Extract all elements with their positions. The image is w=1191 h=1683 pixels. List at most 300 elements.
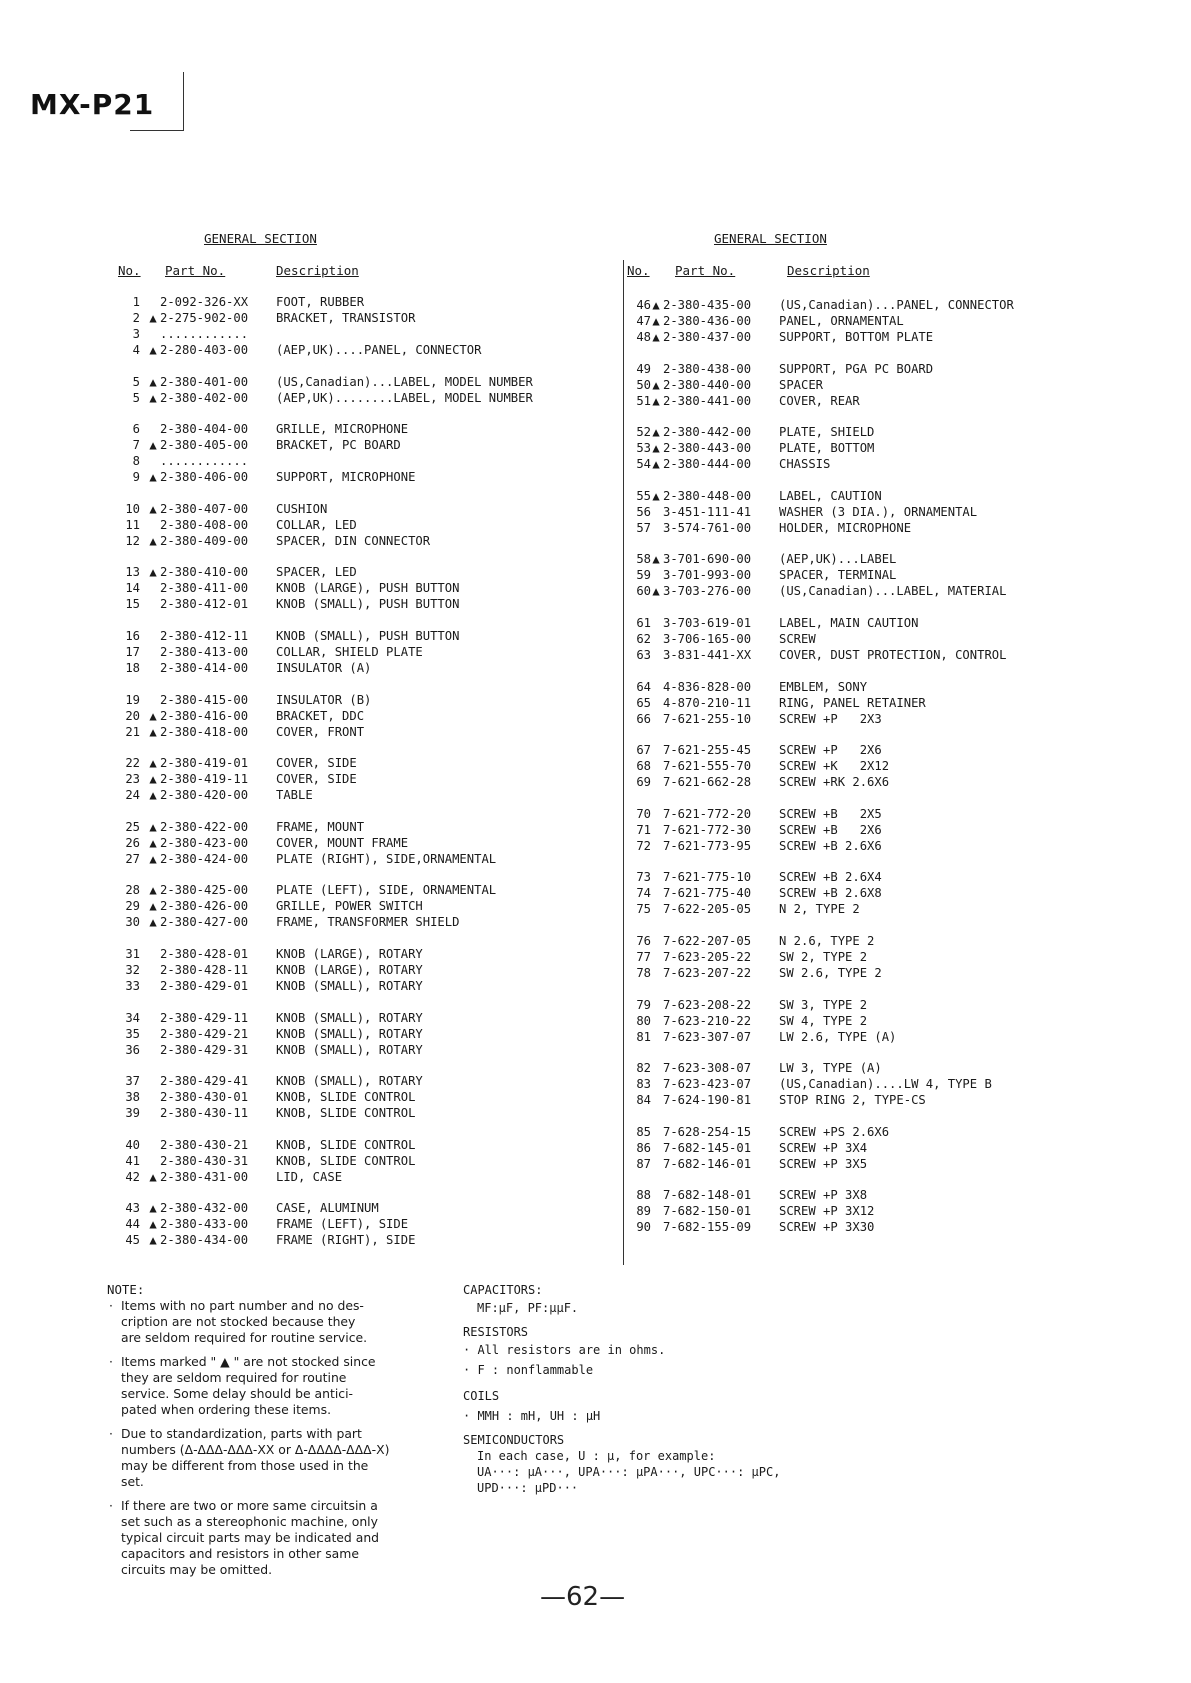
part-number: 2-380-444-00 — [663, 457, 752, 472]
not-stocked-mark: ▲ — [652, 441, 660, 456]
part-description: LABEL, CAUTION — [779, 488, 882, 503]
part-description: SUPPORT, MICROPHONE — [276, 470, 416, 485]
part-number: 3-574-761-00 — [663, 520, 752, 535]
part-number-index: 72 — [636, 838, 651, 853]
parts-row — [118, 755, 558, 771]
parts-row — [118, 978, 558, 994]
part-number-index: 13 — [125, 565, 140, 580]
parts-row — [629, 869, 1099, 885]
parts-row — [629, 838, 1099, 854]
part-description: SW 3, TYPE 2 — [779, 997, 868, 1012]
not-stocked-mark: ▲ — [149, 390, 157, 405]
parts-row — [629, 1203, 1099, 1219]
part-number: 2-380-418-00 — [160, 724, 249, 739]
part-number-index: 63 — [636, 647, 651, 662]
part-number: 2-380-420-00 — [160, 788, 249, 803]
part-number: 2-380-402-00 — [160, 390, 249, 405]
part-description: BRACKET, PC BOARD — [276, 438, 401, 453]
part-number: 7-623-423-07 — [663, 1077, 752, 1092]
parts-row — [629, 520, 1099, 536]
part-description: SCREW +B 2.6X4 — [779, 870, 882, 885]
part-number-index: 47 — [636, 314, 651, 328]
left-header-part: Part No. — [165, 263, 226, 278]
part-number-index: 78 — [636, 965, 651, 980]
not-stocked-mark: ▲ — [149, 343, 157, 357]
parts-row — [118, 628, 558, 644]
not-stocked-mark: ▲ — [149, 899, 157, 914]
parts-row — [629, 933, 1099, 949]
parts-row — [118, 914, 558, 930]
part-description: KNOB (SMALL), PUSH BUTTON — [276, 597, 460, 612]
part-number: 7-623-308-07 — [663, 1061, 752, 1076]
part-number-index: 23 — [125, 772, 140, 787]
part-number: ............ — [160, 454, 249, 469]
not-stocked-mark: ▲ — [149, 501, 157, 516]
part-description: SW 2, TYPE 2 — [779, 949, 868, 964]
parts-row — [629, 949, 1099, 965]
part-number: 7-682-150-01 — [663, 1204, 752, 1219]
part-number-index: 55 — [636, 488, 651, 503]
part-number-index: 68 — [636, 759, 651, 774]
resistors-title: RESISTORS — [463, 1325, 529, 1339]
part-number-index: 77 — [636, 949, 651, 964]
parts-row — [629, 695, 1099, 711]
parts-row — [629, 1013, 1099, 1029]
part-number: 2-380-448-00 — [663, 488, 752, 503]
header-rule-vertical — [183, 72, 184, 130]
part-number: 2-380-443-00 — [663, 441, 752, 456]
parts-row — [118, 596, 558, 612]
parts-row — [629, 885, 1099, 901]
part-description: N 2, TYPE 2 — [779, 902, 860, 917]
parts-row — [118, 1089, 558, 1105]
part-number-index: 31 — [125, 946, 140, 961]
part-description: (AEP,UK)...LABEL — [779, 552, 897, 567]
part-description: (US,Canadian)...LABEL, MATERIAL — [779, 584, 1007, 599]
not-stocked-mark: ▲ — [149, 851, 157, 866]
part-number-index: 84 — [636, 1093, 651, 1108]
parts-row — [118, 1232, 558, 1248]
parts-row — [629, 393, 1099, 409]
part-number-index: 82 — [636, 1061, 651, 1076]
part-number: 2-380-419-01 — [160, 756, 249, 771]
parts-row — [629, 742, 1099, 758]
part-number: 2-380-428-11 — [160, 962, 249, 977]
parts-row — [118, 1153, 558, 1169]
part-number-index: 75 — [636, 902, 651, 917]
parts-row — [118, 898, 558, 914]
part-number: 7-623-205-22 — [663, 949, 752, 964]
part-description: COLLAR, LED — [276, 517, 357, 532]
not-stocked-mark: ▲ — [149, 438, 157, 453]
not-stocked-mark: ▲ — [149, 724, 157, 739]
part-description: PLATE (RIGHT), SIDE,ORNAMENTAL — [276, 851, 497, 866]
part-description: SCREW +B 2X5 — [779, 806, 882, 821]
part-number-index: 11 — [125, 517, 140, 532]
parts-row — [118, 819, 558, 835]
part-number-index: 14 — [125, 581, 140, 596]
parts-row — [629, 615, 1099, 631]
part-number: 7-682-145-01 — [663, 1140, 752, 1155]
part-number-index: 61 — [636, 615, 651, 630]
part-number: 2-380-410-00 — [160, 565, 249, 580]
part-description: TABLE — [276, 788, 313, 803]
notes — [107, 1282, 452, 1586]
part-description: SCREW +P 2X6 — [779, 743, 882, 758]
not-stocked-mark: ▲ — [149, 565, 157, 580]
part-number: 2-380-432-00 — [160, 1201, 249, 1216]
part-description: (US,Canadian)....LW 4, TYPE B — [779, 1077, 992, 1092]
part-number-index: 3 — [132, 327, 140, 341]
parts-row — [629, 377, 1099, 393]
not-stocked-mark: ▲ — [149, 788, 157, 803]
part-number-index: 59 — [636, 568, 651, 583]
part-number-index: 7 — [132, 438, 140, 453]
not-stocked-mark: ▲ — [149, 470, 157, 485]
part-number: 2-380-429-01 — [160, 978, 249, 993]
part-number-index: 39 — [125, 1106, 140, 1121]
part-description: SCREW — [779, 631, 816, 646]
part-number-index: 60 — [636, 584, 651, 599]
part-number: 2-380-424-00 — [160, 851, 249, 866]
parts-row — [118, 1169, 558, 1185]
part-description: KNOB (LARGE), PUSH BUTTON — [276, 581, 460, 596]
part-number-index: 80 — [636, 1013, 651, 1028]
right-header-no: No. — [627, 263, 650, 278]
parts-row — [629, 711, 1099, 727]
parts-row — [629, 424, 1099, 440]
part-description: SCREW +RK 2.6X6 — [779, 775, 890, 790]
part-description: KNOB (SMALL), ROTARY — [276, 1042, 423, 1057]
part-number-index: 33 — [125, 978, 140, 993]
part-number-index: 53 — [636, 441, 651, 456]
part-number: 7-621-255-10 — [663, 711, 752, 726]
not-stocked-mark: ▲ — [652, 425, 660, 440]
part-description: SW 2.6, TYPE 2 — [779, 965, 882, 980]
part-number: 2-380-430-01 — [160, 1090, 249, 1105]
part-number-index: 25 — [125, 819, 140, 834]
part-number-index: 89 — [636, 1204, 651, 1219]
parts-row — [629, 822, 1099, 838]
part-description: SPACER, TERMINAL — [779, 568, 897, 583]
part-number-index: 4 — [132, 343, 140, 357]
part-description: GRILLE, MICROPHONE — [276, 422, 409, 437]
part-number: 7-621-255-45 — [663, 743, 752, 758]
part-number-index: 69 — [636, 775, 651, 790]
coils-title: COILS — [463, 1389, 500, 1403]
parts-row — [118, 1073, 558, 1089]
part-number-index: 64 — [636, 679, 651, 694]
parts-row — [118, 421, 558, 437]
part-number-index: 30 — [125, 915, 140, 930]
note-item: · Items with no part number and no des- cription are not stocked because they are seldom required for routine service. — [107, 1298, 452, 1346]
part-number: 2-380-415-00 — [160, 692, 249, 707]
parts-row — [629, 774, 1099, 790]
part-number-index: 1 — [132, 295, 140, 309]
part-description: COVER, SIDE — [276, 772, 357, 787]
part-description: PLATE, BOTTOM — [779, 441, 875, 456]
part-number-index: 46 — [636, 298, 651, 312]
parts-row — [629, 313, 1099, 329]
parts-row — [118, 787, 558, 803]
part-description: KNOB (SMALL), PUSH BUTTON — [276, 628, 460, 643]
part-description: KNOB, SLIDE CONTROL — [276, 1090, 416, 1105]
parts-row — [629, 965, 1099, 981]
part-number: 7-624-190-81 — [663, 1093, 752, 1108]
part-description: LID, CASE — [276, 1169, 343, 1184]
part-number: 7-622-205-05 — [663, 902, 752, 917]
parts-row — [629, 1124, 1099, 1140]
part-number-index: 16 — [125, 628, 140, 643]
part-description: SCREW +P 2X3 — [779, 711, 882, 726]
part-description: SCREW +K 2X12 — [779, 759, 890, 774]
parts-row — [629, 361, 1099, 377]
parts-row — [118, 326, 558, 342]
parts-row — [118, 517, 558, 533]
not-stocked-mark: ▲ — [149, 533, 157, 548]
part-description: SCREW +B 2X6 — [779, 822, 882, 837]
part-number-index: 21 — [125, 724, 140, 739]
parts-row — [118, 580, 558, 596]
part-number-index: 40 — [125, 1137, 140, 1152]
part-number: 7-623-208-22 — [663, 997, 752, 1012]
part-description: SCREW +B 2.6X8 — [779, 886, 882, 901]
parts-row — [118, 835, 558, 851]
part-description: RING, PANEL RETAINER — [779, 695, 926, 710]
part-description: (US,Canadian)...PANEL, CONNECTOR — [779, 298, 1014, 312]
part-description: BRACKET, DDC — [276, 708, 365, 723]
part-number: 2-380-408-00 — [160, 517, 249, 532]
not-stocked-mark: ▲ — [149, 1233, 157, 1248]
left-header-no: No. — [118, 263, 141, 278]
part-number: 2-380-428-01 — [160, 946, 249, 961]
part-description: STOP RING 2, TYPE-CS — [779, 1093, 926, 1108]
part-number-index: 32 — [125, 962, 140, 977]
part-number: 3-703-619-01 — [663, 615, 752, 630]
part-number: 2-380-433-00 — [160, 1217, 249, 1232]
parts-row — [629, 679, 1099, 695]
part-number-index: 41 — [125, 1153, 140, 1168]
coils-value: · MMH : mH, UH : μH — [463, 1409, 601, 1423]
part-number: 2-380-431-00 — [160, 1169, 249, 1184]
not-stocked-mark: ▲ — [149, 819, 157, 834]
part-number-index: 9 — [132, 470, 140, 485]
part-number: 2-380-430-21 — [160, 1137, 249, 1152]
part-number: 7-621-555-70 — [663, 759, 752, 774]
part-number: 4-870-210-11 — [663, 695, 752, 710]
note-item: · Items marked " ▲ " are not stocked since they are seldom required for routine service. Some delay should be antici- pated when ordering these items. — [107, 1354, 452, 1418]
parts-row — [118, 1010, 558, 1026]
notes-title: NOTE: — [107, 1282, 145, 1297]
part-number-index: 74 — [636, 886, 651, 901]
part-number-index: 66 — [636, 711, 651, 726]
part-number-index: 36 — [125, 1042, 140, 1057]
parts-row — [118, 1137, 558, 1153]
part-number: 3-831-441-XX — [663, 647, 752, 662]
part-description: COVER, SIDE — [276, 756, 357, 771]
part-description: FOOT, RUBBER — [276, 295, 365, 309]
part-description: FRAME, MOUNT — [276, 819, 365, 834]
part-description: COVER, REAR — [779, 393, 860, 408]
part-description: KNOB (SMALL), ROTARY — [276, 1026, 423, 1041]
parts-row — [629, 551, 1099, 567]
parts-row — [629, 1140, 1099, 1156]
part-description: COVER, DUST PROTECTION, CONTROL — [779, 647, 1007, 662]
part-number-index: 51 — [636, 393, 651, 408]
part-number-index: 43 — [125, 1201, 140, 1216]
semiconductors-title: SEMICONDUCTORS — [463, 1433, 565, 1447]
part-number: 7-628-254-15 — [663, 1124, 752, 1139]
not-stocked-mark: ▲ — [652, 298, 660, 312]
part-description: (AEP,UK)........LABEL, MODEL NUMBER — [276, 390, 533, 405]
parts-row — [118, 1216, 558, 1232]
parts-row — [118, 1200, 558, 1216]
part-number-index: 5 — [132, 390, 140, 405]
part-description: KNOB (LARGE), ROTARY — [276, 962, 423, 977]
model-title: MX-P21 — [30, 88, 155, 121]
right-header-part: Part No. — [675, 263, 736, 278]
not-stocked-mark: ▲ — [149, 756, 157, 771]
part-number: 3-701-690-00 — [663, 552, 752, 567]
parts-row — [118, 660, 558, 676]
semiconductors-value: In each case, U : μ, for example: UA···: μA···, UPA···: μPA···, UPC···: μPC, UPD···: μPD··· — [477, 1449, 781, 1495]
parts-row — [118, 310, 558, 326]
part-number-index: 42 — [125, 1169, 140, 1184]
parts-row — [118, 708, 558, 724]
part-number-index: 38 — [125, 1090, 140, 1105]
note-item: · If there are two or more same circuitsin a set such as a stereophonic machine, only typical circuit parts may be indicated and capacitors and resistors in other same circuits may be omitted. — [107, 1498, 452, 1578]
part-description: KNOB, SLIDE CONTROL — [276, 1106, 416, 1121]
part-description: COVER, MOUNT FRAME — [276, 835, 409, 850]
part-description: SUPPORT, BOTTOM PLATE — [779, 330, 934, 344]
part-number: 7-621-775-40 — [663, 886, 752, 901]
part-number-index: 85 — [636, 1124, 651, 1139]
parts-row — [629, 1060, 1099, 1076]
parts-row — [118, 692, 558, 708]
parts-row — [629, 997, 1099, 1013]
parts-row — [118, 724, 558, 740]
part-number: 2-380-412-11 — [160, 628, 249, 643]
parts-row — [629, 440, 1099, 456]
part-number-index: 65 — [636, 695, 651, 710]
part-description: WASHER (3 DIA.), ORNAMENTAL — [779, 504, 978, 519]
parts-row — [118, 1026, 558, 1042]
part-number-index: 88 — [636, 1188, 651, 1203]
part-number: 2-380-429-31 — [160, 1042, 249, 1057]
part-description: KNOB (LARGE), ROTARY — [276, 946, 423, 961]
part-description: N 2.6, TYPE 2 — [779, 933, 875, 948]
part-description: SCREW +P 3X30 — [779, 1220, 875, 1235]
part-description: SW 4, TYPE 2 — [779, 1013, 868, 1028]
part-number: 2-380-434-00 — [160, 1233, 249, 1248]
parts-row — [629, 1156, 1099, 1172]
part-number-index: 8 — [132, 454, 140, 469]
parts-row — [629, 1076, 1099, 1092]
part-number-index: 83 — [636, 1077, 651, 1092]
part-number: 7-682-146-01 — [663, 1156, 752, 1171]
parts-row — [118, 644, 558, 660]
part-number-index: 54 — [636, 457, 651, 472]
part-number-index: 50 — [636, 377, 651, 392]
part-number-index: 27 — [125, 851, 140, 866]
part-number-index: 20 — [125, 708, 140, 723]
part-description: INSULATOR (B) — [276, 692, 372, 707]
part-number: 2-380-406-00 — [160, 470, 249, 485]
part-number-index: 28 — [125, 883, 140, 898]
not-stocked-mark: ▲ — [652, 377, 660, 392]
part-number: 3-451-111-41 — [663, 504, 752, 519]
part-number: 3-706-165-00 — [663, 631, 752, 646]
not-stocked-mark: ▲ — [149, 883, 157, 898]
part-description: KNOB (SMALL), ROTARY — [276, 978, 423, 993]
part-number-index: 71 — [636, 822, 651, 837]
part-description: KNOB (SMALL), ROTARY — [276, 1010, 423, 1025]
part-number: 2-380-405-00 — [160, 438, 249, 453]
parts-row — [629, 504, 1099, 520]
part-description: PLATE, SHIELD — [779, 425, 875, 440]
part-number-index: 57 — [636, 520, 651, 535]
part-number-index: 44 — [125, 1217, 140, 1232]
part-description: SCREW +PS 2.6X6 — [779, 1124, 890, 1139]
not-stocked-mark: ▲ — [149, 1169, 157, 1184]
part-number-index: 67 — [636, 743, 651, 758]
parts-row — [629, 297, 1099, 313]
part-description: FRAME, TRANSFORMER SHIELD — [276, 915, 460, 930]
part-number: 7-623-207-22 — [663, 965, 752, 980]
parts-row — [118, 294, 558, 310]
parts-row — [629, 1092, 1099, 1108]
page-number: —62— — [540, 1582, 626, 1612]
part-number: 2-380-407-00 — [160, 501, 249, 516]
part-number-index: 86 — [636, 1140, 651, 1155]
part-number: 2-380-404-00 — [160, 422, 249, 437]
part-number-index: 73 — [636, 870, 651, 885]
parts-row — [118, 946, 558, 962]
part-number: 2-380-427-00 — [160, 915, 249, 930]
part-number: 7-623-307-07 — [663, 1029, 752, 1044]
part-number: 2-280-403-00 — [160, 343, 249, 357]
part-description: HOLDER, MICROPHONE — [779, 520, 912, 535]
parts-list-right — [629, 297, 1099, 1235]
part-description: INSULATOR (A) — [276, 660, 372, 675]
part-number-index: 5 — [132, 374, 140, 389]
part-number-index: 17 — [125, 644, 140, 659]
part-number-index: 26 — [125, 835, 140, 850]
part-number: 7-623-210-22 — [663, 1013, 752, 1028]
part-description: FRAME (RIGHT), SIDE — [276, 1233, 416, 1248]
part-number-index: 22 — [125, 756, 140, 771]
part-number-index: 18 — [125, 660, 140, 675]
not-stocked-mark: ▲ — [149, 835, 157, 850]
part-number-index: 19 — [125, 692, 140, 707]
not-stocked-mark: ▲ — [149, 311, 157, 325]
parts-row — [629, 901, 1099, 917]
part-number: 7-621-773-95 — [663, 838, 752, 853]
not-stocked-mark: ▲ — [149, 1201, 157, 1216]
parts-row — [118, 1105, 558, 1121]
part-description: LW 2.6, TYPE (A) — [779, 1029, 897, 1044]
part-description: SPACER, DIN CONNECTOR — [276, 533, 431, 548]
part-number-index: 81 — [636, 1029, 651, 1044]
parts-row — [629, 1219, 1099, 1235]
parts-row — [118, 851, 558, 867]
part-number-index: 52 — [636, 425, 651, 440]
parts-row — [629, 456, 1099, 472]
part-number: 2-380-437-00 — [663, 330, 752, 344]
part-number-index: 29 — [125, 899, 140, 914]
parts-row — [118, 469, 558, 485]
part-number: 2-380-429-11 — [160, 1010, 249, 1025]
